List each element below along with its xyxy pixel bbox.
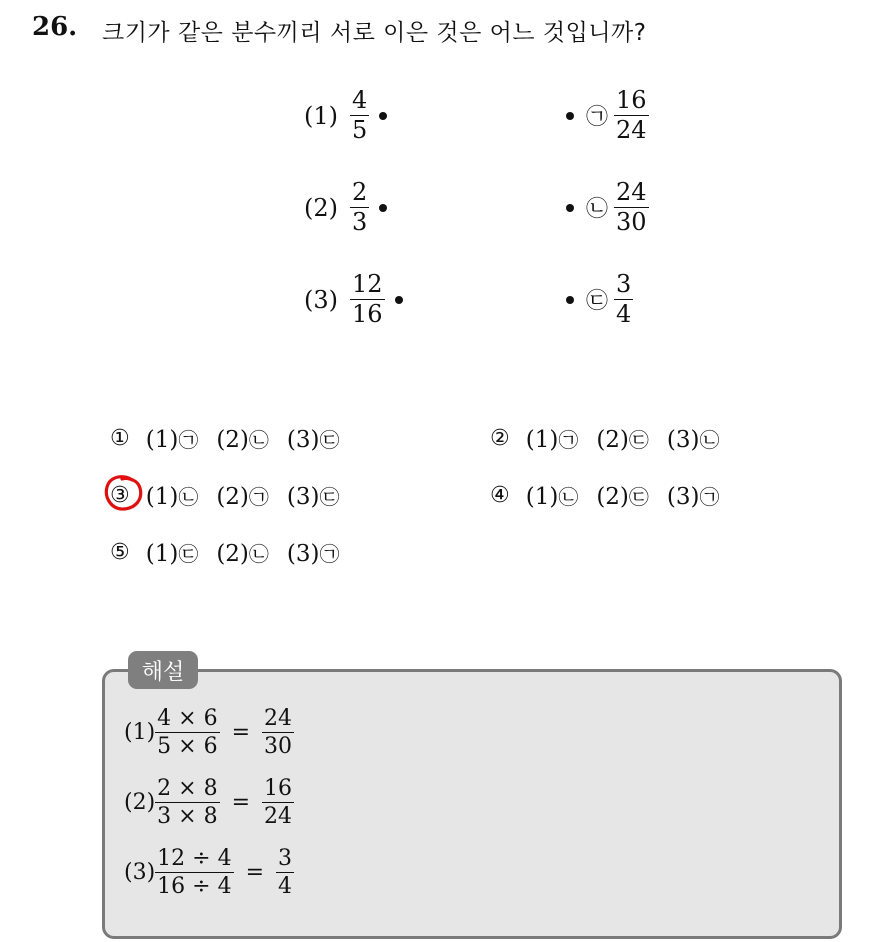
- right-item-label: ㉡: [586, 197, 609, 223]
- choice-1[interactable]: [110, 424, 358, 453]
- choice-pair: (1)㉠: [525, 427, 579, 453]
- choice-number: ⑤: [110, 540, 130, 565]
- match-dot[interactable]: [379, 112, 387, 120]
- match-dot[interactable]: [379, 204, 387, 212]
- numerator: 2: [350, 180, 369, 208]
- fraction: [614, 88, 649, 143]
- fraction: [350, 88, 369, 143]
- numerator: 16: [614, 88, 649, 116]
- numerator: 3: [614, 272, 633, 300]
- choice-pair: (3)㉢: [286, 427, 340, 453]
- left-item-2: [304, 180, 387, 235]
- solution-tag: 해설: [128, 651, 198, 689]
- choice-pair: (2)㉠: [216, 484, 269, 510]
- choice-2[interactable]: [490, 424, 738, 453]
- choice-pair: (3)㉡: [666, 427, 720, 453]
- left-item-3: [304, 272, 403, 327]
- right-item-1: [566, 88, 649, 143]
- choice-pair: (1)㉡: [145, 484, 199, 510]
- choice-4[interactable]: [490, 481, 738, 510]
- denominator: 16: [352, 300, 383, 329]
- choice-pair: (3)㉠: [286, 541, 340, 567]
- choice-number: ④: [490, 483, 510, 508]
- numerator: 24: [614, 180, 649, 208]
- equals-sign: =: [245, 860, 265, 886]
- denominator: 3: [352, 208, 368, 237]
- choice-number: ③: [110, 483, 130, 508]
- match-dot[interactable]: [566, 112, 574, 120]
- choice-pair: (1)㉡: [525, 484, 579, 510]
- denominator: 5: [352, 116, 368, 145]
- solution-line-3: [124, 847, 294, 898]
- question-text: 크기가 같은 분수끼리 서로 이은 것은 어느 것입니까?: [102, 20, 647, 46]
- match-dot[interactable]: [395, 296, 403, 304]
- solution-label: (3): [124, 860, 156, 886]
- left-item-1: [304, 88, 387, 143]
- fraction: [350, 180, 369, 235]
- solution-label: (1): [124, 720, 156, 746]
- left-item-label: (3): [304, 285, 338, 314]
- solution-label: (2): [124, 790, 156, 816]
- match-dot[interactable]: [566, 296, 574, 304]
- choice-pair: (2)㉢: [596, 484, 649, 510]
- choice-5[interactable]: [110, 538, 358, 567]
- fraction: $\frac{16}{24}$: [264, 776, 293, 830]
- choice-pair: (1)㉢: [145, 541, 199, 567]
- fraction: $\frac{12 \div 4}{16 \div 4}$: [157, 846, 232, 900]
- denominator: 4: [616, 300, 632, 329]
- answer-mark-circle: [102, 472, 146, 514]
- left-item-label: (1): [304, 101, 338, 130]
- fraction: [614, 180, 649, 235]
- solution-line-1: [124, 707, 294, 758]
- choice-number: ①: [110, 426, 130, 451]
- choice-3[interactable]: [110, 481, 358, 510]
- fraction: $\frac{4 \times 6}{5 \times 6}$: [157, 706, 218, 760]
- choice-number: ②: [490, 426, 510, 451]
- equals-sign: =: [231, 790, 251, 816]
- right-item-3: [566, 272, 633, 327]
- question-number: 26.: [32, 12, 78, 42]
- fraction: [614, 272, 633, 327]
- fraction: $\frac{2 \times 8}{3 \times 8}$: [157, 776, 218, 830]
- numerator: 4: [350, 88, 369, 116]
- choice-pair: (1)㉠: [145, 427, 199, 453]
- choice-pair: (3)㉢: [286, 484, 340, 510]
- fraction: [350, 272, 385, 327]
- denominator: 24: [616, 116, 647, 145]
- choice-pair: (2)㉢: [596, 427, 649, 453]
- solution-line-2: [124, 777, 294, 828]
- equals-sign: =: [231, 720, 251, 746]
- right-item-label: ㉠: [586, 105, 609, 131]
- right-item-2: [566, 180, 649, 235]
- denominator: 30: [616, 208, 647, 237]
- left-item-label: (2): [304, 193, 338, 222]
- match-dot[interactable]: [566, 204, 574, 212]
- fraction: $\frac{24}{30}$: [264, 706, 293, 760]
- choice-pair: (2)㉡: [216, 541, 269, 567]
- choice-pair: (3)㉠: [666, 484, 720, 510]
- fraction: $\frac{3}{4}$: [278, 846, 293, 900]
- right-item-label: ㉢: [586, 289, 609, 315]
- numerator: 12: [350, 272, 385, 300]
- choice-pair: (2)㉡: [216, 427, 269, 453]
